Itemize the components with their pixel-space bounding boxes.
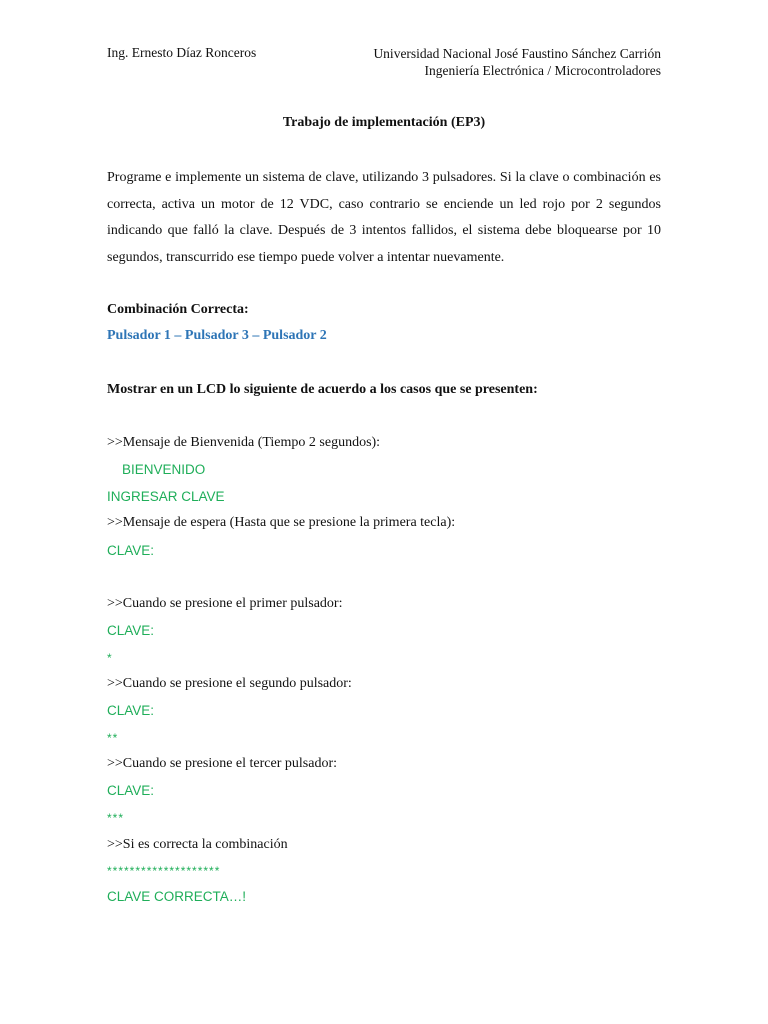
combination-sequence: Pulsador 1 – Pulsador 3 – Pulsador 2 — [107, 328, 327, 343]
lcd-first-line2: * — [107, 651, 113, 665]
correct-label: >>Si es correcta la combinación — [107, 837, 288, 852]
lcd-heading: Mostrar en un LCD lo siguiente de acuerdo a los casos que se presenten: — [107, 382, 538, 397]
wait-label: >>Mensaje de espera (Hasta que se presione la primera tecla): — [107, 515, 456, 530]
lcd-third-line1: CLAVE: — [107, 783, 155, 798]
lcd-correct-line1: ******************** — [107, 864, 221, 878]
welcome-label: >>Mensaje de Bienvenida (Tiempo 2 segundos): — [107, 435, 381, 450]
lcd-second-line2: ** — [107, 731, 119, 745]
first-press-label: >>Cuando se presione el primer pulsador: — [107, 596, 343, 611]
lcd-wait-line1: CLAVE: — [107, 543, 155, 558]
header-author: Ing. Ernesto Díaz Ronceros — [107, 45, 257, 60]
intro-paragraph: Programe e implemente un sistema de clave, utilizando 3 pulsadores. Si la clave o combinación es correcta, activa un motor de 12 VDC, caso contrario se enciende un led rojo por 2 segundos indicando que falló la clave. Después de 3 intentos fallidos, el sistema debe bloquearse por 10 segundos, transcurrido ese tiempo puede volver a intentar nuevamente. — [107, 170, 661, 265]
lcd-welcome-line2: INGRESAR CLAVE — [107, 489, 225, 504]
header-institution — [373, 45, 661, 79]
combination-heading: Combinación Correcta: — [107, 302, 249, 317]
lcd-correct-line2: CLAVE CORRECTA…! — [107, 889, 247, 904]
lcd-first-line1: CLAVE: — [107, 623, 155, 638]
header-department: Ingeniería Electrónica / Microcontroladores — [424, 63, 661, 78]
document-title: Trabajo de implementación (EP3) — [282, 115, 486, 130]
header-university: Universidad Nacional José Faustino Sánchez Carrión — [373, 46, 661, 61]
lcd-welcome-line1: BIENVENIDO — [122, 462, 206, 477]
third-press-label: >>Cuando se presione el tercer pulsador: — [107, 756, 337, 771]
lcd-third-line2: *** — [107, 811, 125, 825]
second-press-label: >>Cuando se presione el segundo pulsador: — [107, 676, 352, 691]
lcd-second-line1: CLAVE: — [107, 703, 155, 718]
